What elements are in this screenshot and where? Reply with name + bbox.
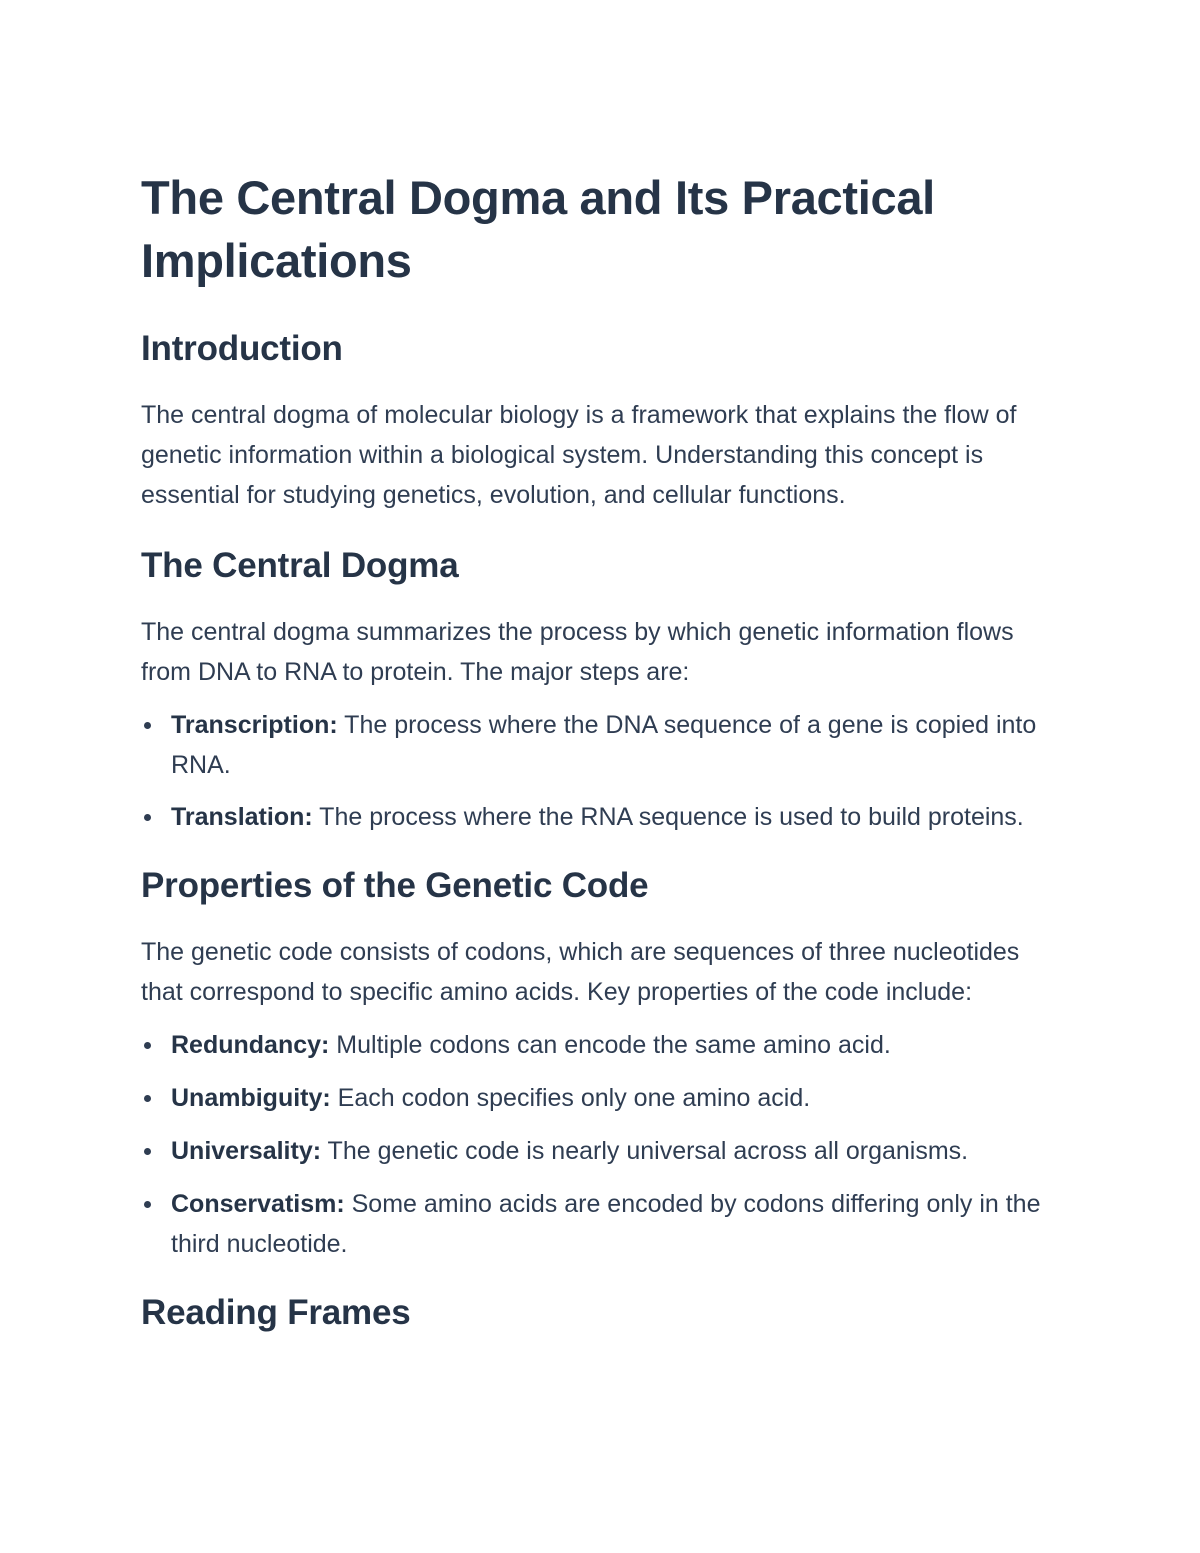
list-item-universality xyxy=(141,1131,1060,1171)
genetic-code-paragraph: The genetic code consists of codons, which are sequences of three nucleotides that correspond to specific amino acids. Key properties of the code include: xyxy=(141,938,1020,1006)
list-item-text: The process where the RNA sequence is used to build proteins. xyxy=(312,803,1024,831)
genetic-code-properties-list xyxy=(141,1025,1060,1264)
section-heading-introduction: Introduction xyxy=(141,329,343,368)
list-item-unambiguity xyxy=(141,1078,1060,1118)
section-heading-reading-frames: Reading Frames xyxy=(141,1293,411,1332)
section-heading-central-dogma: The Central Dogma xyxy=(141,546,459,585)
list-item-text: Some amino acids are encoded by codons differing only in the third nucleotide. xyxy=(171,1190,1041,1258)
list-item-transcription xyxy=(141,705,1060,785)
list-item-redundancy xyxy=(141,1025,1060,1065)
section-heading-genetic-code: Properties of the Genetic Code xyxy=(141,866,649,905)
list-item-conservatism xyxy=(141,1184,1060,1264)
list-item-text: Multiple codons can encode the same amino acid. xyxy=(329,1031,891,1059)
list-item-text: Each codon specifies only one amino acid. xyxy=(330,1084,811,1112)
central-dogma-steps-list xyxy=(141,705,1060,837)
list-item-text: The process where the DNA sequence of a gene is copied into RNA. xyxy=(171,711,1037,779)
list-item-term: Conservatism: xyxy=(171,1190,345,1218)
list-item-term: Transcription: xyxy=(171,711,338,739)
list-item-term: Translation: xyxy=(171,803,313,831)
list-item-term: Redundancy: xyxy=(171,1031,330,1059)
list-item-text: The genetic code is nearly universal across all organisms. xyxy=(321,1137,969,1165)
introduction-paragraph: The central dogma of molecular biology is a framework that explains the flow of genetic information within a biological system. Understanding this concept is essential for studying genetics, evolution, and cellular functions. xyxy=(141,401,1017,509)
list-item-term: Universality: xyxy=(171,1137,322,1165)
central-dogma-paragraph: The central dogma summarizes the process by which genetic information flows from DNA to RNA to protein. The major steps are: xyxy=(141,618,1014,686)
page-title: The Central Dogma and Its Practical Implications xyxy=(141,171,935,287)
list-item-term: Unambiguity: xyxy=(171,1084,331,1112)
list-item-translation xyxy=(141,797,1060,837)
